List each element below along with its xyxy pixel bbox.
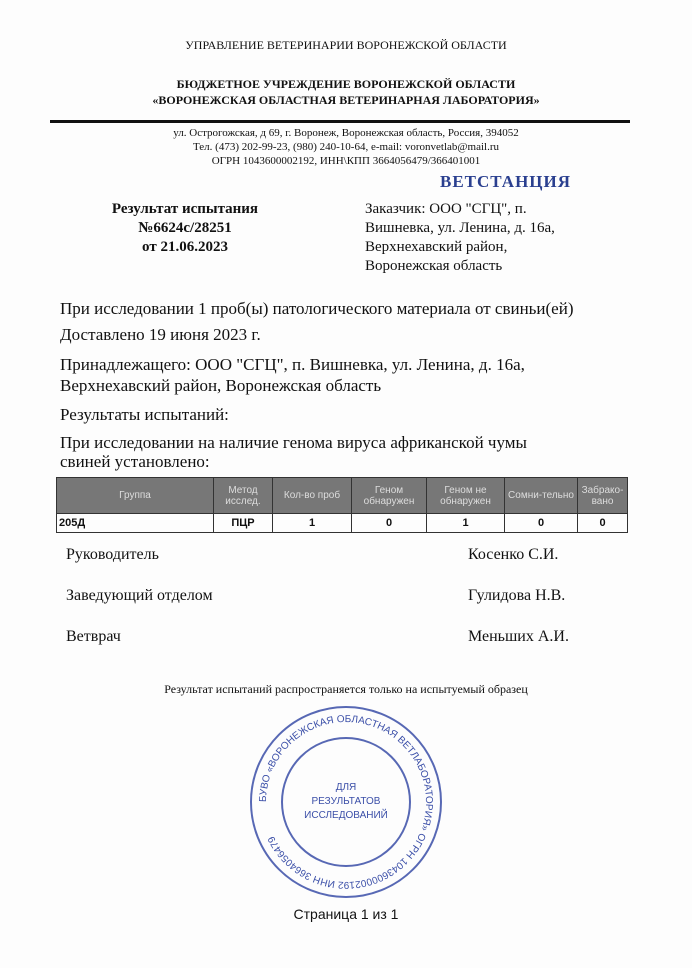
result-date: от 21.06.2023 <box>142 239 228 255</box>
result-title: Результат испытания <box>111 201 259 217</box>
footer-note: Результат испытаний распространяется только на испытуемый образец <box>164 682 528 696</box>
signature-name: Меньших А.И. <box>468 628 569 645</box>
col-doubtful: Сомни-тельно <box>505 478 578 514</box>
svg-text:РЕЗУЛЬТАТОВ: РЕЗУЛЬТАТОВ <box>311 796 381 807</box>
signature-name: Гулидова Н.В. <box>468 587 566 604</box>
customer-block <box>365 200 625 276</box>
customer-line: Заказчик: ООО "СГЦ", п. <box>365 201 527 217</box>
signature-role: Ветврач <box>66 628 121 645</box>
results-heading: Результаты испытаний: <box>60 405 229 424</box>
results-table <box>56 477 628 533</box>
customer-line: Вишневка, ул. Ленина, д. 16а, <box>365 220 555 236</box>
signature-name: Косенко С.И. <box>468 546 559 563</box>
signature-role: Руководитель <box>66 546 159 563</box>
owner-text: Принадлежащего: ООО "СГЦ", п. Вишневка, ул. Ленина, д. 16а, Верхнехавский район, Воронежская область <box>60 355 525 395</box>
result-block <box>70 200 300 257</box>
delivered-text: Доставлено 19 июня 2023 г. <box>60 325 261 344</box>
header-divider <box>50 120 630 123</box>
cell-samples: 1 <box>273 514 352 533</box>
cell-doubtful: 0 <box>505 514 578 533</box>
customer-line: Воронежская область <box>365 258 503 274</box>
findings-text: При исследовании на наличие генома вируса африканской чумы свиней установлено: <box>60 433 527 471</box>
seal-ring-text: БУВО «ВОРОНЕЖСКАЯ ОБЛАСТНАЯ ВЕТЛАБОРАТОРИЯ» ОГРН 1043600002192 ИНН 3664056479 <box>257 713 435 891</box>
svg-text:ИССЛЕДОВАНИЙ: ИССЛЕДОВАНИЙ <box>304 810 388 821</box>
svg-text:ДЛЯ: ДЛЯ <box>335 782 357 793</box>
col-group: Группа <box>57 478 214 514</box>
table-header-row <box>57 478 628 514</box>
col-method: Метод исслед. <box>214 478 273 514</box>
phones: Тел. (473) 202-99-23, (980) 240-10-64, e-mail: voronvetlab@mail.ru <box>192 141 499 153</box>
customer-line: Верхнехавский район, <box>365 239 508 255</box>
org-contacts <box>0 126 692 168</box>
col-rejected: Забрако-вано <box>578 478 628 514</box>
samples-text: При исследовании 1 проб(ы) патологического материала от свиньи(ей) <box>60 299 574 318</box>
signature-role: Заведующий отделом <box>66 587 213 604</box>
cell-group: 205Д <box>57 514 214 533</box>
cell-rejected: 0 <box>578 514 628 533</box>
table-row <box>57 514 628 533</box>
org-line-2: «ВОРОНЕЖСКАЯ ОБЛАСТНАЯ ВЕТЕРИНАРНАЯ ЛАБОРАТОРИЯ» <box>152 93 540 107</box>
col-not-detected: Геном не обнаружен <box>427 478 505 514</box>
cell-method: ПЦР <box>214 514 273 533</box>
col-detected: Геном обнаружен <box>352 478 427 514</box>
registration-ids: ОГРН 1043600002192, ИНН\КПП 3664056479/366401001 <box>211 155 481 167</box>
authority-heading: УПРАВЛЕНИЕ ВЕТЕРИНАРИИ ВОРОНЕЖСКОЙ ОБЛАСТИ <box>185 38 507 52</box>
address: ул. Острогожская, д 69, г. Воронеж, Воронежская область, Россия, 394052 <box>173 127 519 139</box>
page-number: Страница 1 из 1 <box>293 906 399 922</box>
organization-heading <box>0 76 692 108</box>
col-samples: Кол-во проб <box>273 478 352 514</box>
org-line-1: БЮДЖЕТНОЕ УЧРЕЖДЕНИЕ ВОРОНЕЖСКОЙ ОБЛАСТИ <box>176 77 516 91</box>
result-number: №6624с/28251 <box>138 220 232 236</box>
cell-not-detected: 1 <box>427 514 505 533</box>
official-seal <box>246 704 446 900</box>
cell-detected: 0 <box>352 514 427 533</box>
vetstation-stamp: ВЕТСТАНЦИЯ <box>440 172 572 191</box>
